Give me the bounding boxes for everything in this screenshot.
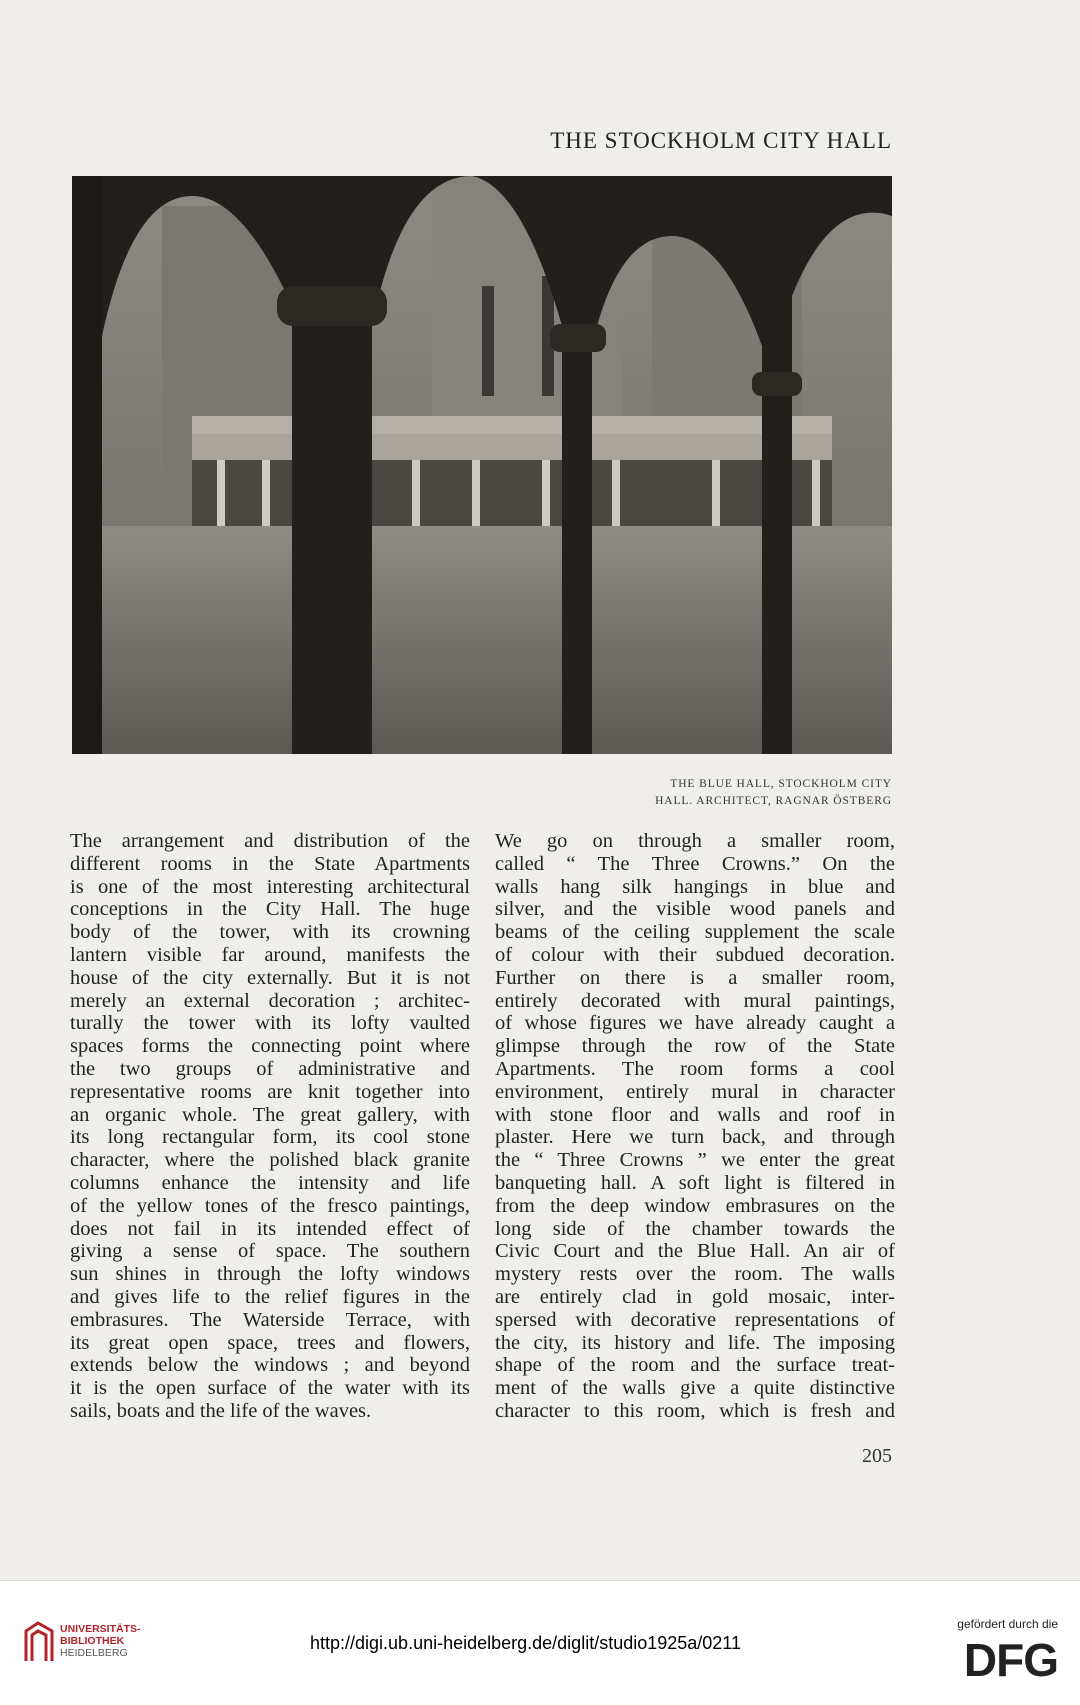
text-line: Civic Court and the Blue Hall. An air of bbox=[495, 1240, 895, 1263]
photograph-blue-hall bbox=[72, 176, 892, 754]
text-line: sails, boats and the life of the waves. bbox=[70, 1399, 372, 1422]
plate-caption bbox=[572, 776, 892, 810]
text-line: beams of the ceiling supplement the scale bbox=[495, 921, 895, 944]
text-line: are entirely clad in gold mosaic, inter- bbox=[495, 1285, 895, 1308]
text-column-right bbox=[495, 830, 895, 1423]
text-line: an organic whole. The great gallery, with bbox=[70, 1103, 470, 1126]
dfg-logo: DFG bbox=[963, 1634, 1058, 1686]
permalink-link[interactable]: http://digi.ub.uni-heidelberg.de/diglit/studio1925a/0211 bbox=[310, 1633, 741, 1653]
text-line: with stone floor and walls and roof in bbox=[495, 1103, 895, 1126]
text-line: conceptions in the City Hall. The huge bbox=[70, 898, 470, 921]
text-line: from the deep window embrasures on the bbox=[495, 1194, 895, 1217]
text-line: of colour with their subdued decoration. bbox=[495, 943, 895, 966]
text-line: Apartments. The room forms a cool bbox=[495, 1057, 895, 1080]
running-head: THE STOCKHOLM CITY HALL bbox=[550, 128, 892, 153]
text-line: called “ The Three Crowns.” On the bbox=[495, 852, 895, 875]
text-line: and gives life to the relief figures in the bbox=[70, 1285, 470, 1308]
sponsor-label: gefördert durch die bbox=[957, 1617, 1058, 1631]
text-line: sun shines in through the lofty windows bbox=[70, 1263, 470, 1286]
text-line: is one of the most interesting architectural bbox=[70, 875, 470, 898]
text-line: of whose figures we have already caught a bbox=[495, 1012, 895, 1035]
text-line: Further on there is a smaller room, bbox=[495, 966, 895, 989]
text-line: its great open space, trees and flowers, bbox=[70, 1331, 470, 1354]
text-line: mystery rests over the room. The walls bbox=[495, 1263, 895, 1286]
text-line: different rooms in the State Apartments bbox=[70, 852, 470, 875]
text-line: giving a sense of space. The southern bbox=[70, 1240, 470, 1263]
text-line: plaster. Here we turn back, and through bbox=[495, 1126, 895, 1149]
library-name-line: UNIVERSITÄTS- bbox=[60, 1623, 141, 1635]
text-line: shape of the room and the surface treat- bbox=[495, 1354, 895, 1377]
text-line: its long rectangular form, its cool stone bbox=[70, 1126, 470, 1149]
text-line: turally the tower with its lofty vaulted bbox=[70, 1012, 470, 1035]
text-column-left bbox=[70, 830, 470, 1423]
library-name-line: BIBLIOTHEK bbox=[60, 1635, 125, 1647]
digitization-footer bbox=[0, 1580, 1080, 1705]
text-line: long side of the chamber towards the bbox=[495, 1217, 895, 1240]
text-line: does not fail in its intended effect of bbox=[70, 1217, 470, 1240]
library-logo-icon bbox=[22, 1621, 56, 1665]
text-line: merely an external decoration ; architec- bbox=[70, 989, 470, 1012]
text-line: We go on through a smaller room, bbox=[495, 830, 895, 852]
text-line: the two groups of administrative and bbox=[70, 1057, 470, 1080]
text-line: spaces forms the connecting point where bbox=[70, 1035, 470, 1058]
library-name bbox=[60, 1623, 141, 1659]
text-line: columns enhance the intensity and life bbox=[70, 1171, 470, 1194]
caption-line: HALL. ARCHITECT, RAGNAR ÖSTBERG bbox=[655, 795, 892, 807]
text-line: entirely decorated with mural paintings, bbox=[495, 989, 895, 1012]
text-line: the city, its history and life. The imposing bbox=[495, 1331, 895, 1354]
text-line: of the yellow tones of the fresco paintings, bbox=[70, 1194, 470, 1217]
page-number: 205 bbox=[862, 1445, 892, 1467]
text-line: character, where the polished black granite bbox=[70, 1149, 470, 1172]
text-line: environment, entirely mural in character bbox=[495, 1080, 895, 1103]
text-line: the “ Three Crowns ” we enter the great bbox=[495, 1149, 895, 1172]
text-line: walls hang silk hangings in blue and bbox=[495, 875, 895, 898]
text-line: representative rooms are knit together into bbox=[70, 1080, 470, 1103]
text-line: extends below the windows ; and beyond bbox=[70, 1354, 470, 1377]
caption-line: THE BLUE HALL, STOCKHOLM CITY bbox=[670, 778, 892, 790]
text-line: ment of the walls give a quite distinctive bbox=[495, 1377, 895, 1400]
text-line: character to this room, which is fresh and bbox=[495, 1399, 895, 1422]
text-line: banqueting hall. A soft light is filtered in bbox=[495, 1171, 895, 1194]
text-line: The arrangement and distribution of the bbox=[70, 830, 470, 852]
text-line: house of the city externally. But it is not bbox=[70, 966, 470, 989]
text-line: silver, and the visible wood panels and bbox=[495, 898, 895, 921]
text-line: it is the open surface of the water with its bbox=[70, 1377, 470, 1400]
text-line: body of the tower, with its crowning bbox=[70, 921, 470, 944]
text-line: spersed with decorative representations of bbox=[495, 1308, 895, 1331]
text-line: lantern visible far around, manifests the bbox=[70, 943, 470, 966]
text-line: glimpse through the row of the State bbox=[495, 1035, 895, 1058]
text-line: embrasures. The Waterside Terrace, with bbox=[70, 1308, 470, 1331]
library-name-line: HEIDELBERG bbox=[60, 1647, 128, 1659]
